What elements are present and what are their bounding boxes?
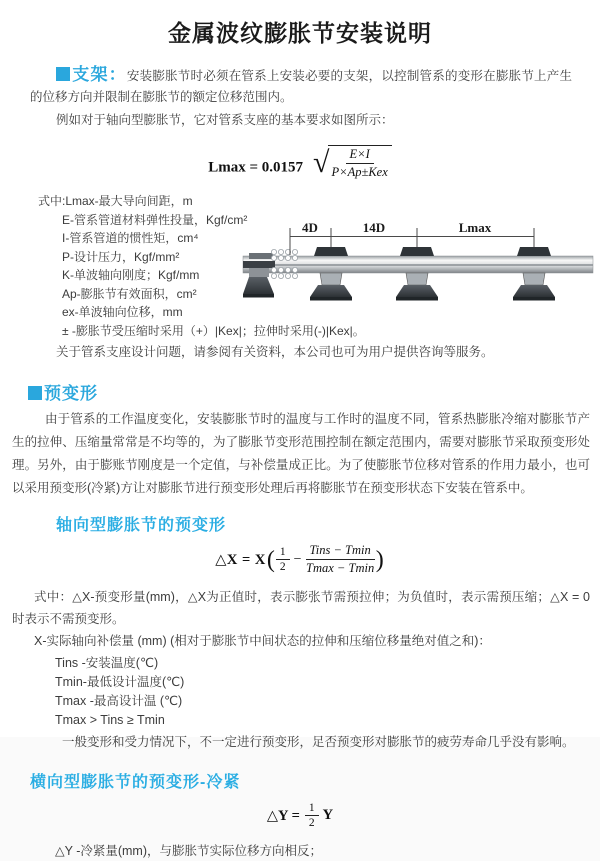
support-example-line: 例如对于轴向型膨胀节，它对管系支座的基本要求如图所示： [56, 113, 394, 127]
half-fraction [276, 546, 290, 573]
lateral-half-numerator: 1 [305, 802, 319, 816]
lateral-half-fraction [305, 802, 319, 829]
temp-fraction-denominator: Tmax − Tmin [306, 561, 375, 575]
radical [313, 145, 392, 180]
predeform-body: 由于管系的工作温度变化，安装膨胀节时的温度与工作时的温度不同，管系热膨胀冷缩对膨胀节产生的拉伸、压缩量常常是不均等的，为了膨胀节变形范围控制在额定范围内，需要对膨胀节采取预变形处理。另外，由于膨账节刚度是一个定值，与补偿量成正比。为了使膨胀节位移对管系的作用力最小，也可以采用预变形(冷紧)方让对膨胀节进行预变形处理后再将膨胀节在预变形状态下安装在管系中。 [12, 412, 590, 495]
definition-line: P-设计压力，Kgf/mm² [62, 249, 180, 264]
pipe-centerline [243, 264, 593, 266]
axial-formula-lhs: △X = X [215, 551, 266, 568]
temp-line: Tmin-最低设计温度(℃) [55, 675, 185, 689]
definition-line: ± -膨胀节受压缩时采用（+）|Kex|；拉伸时采用(-)|Kex|。 [62, 323, 365, 338]
support-section-heading: 支架： [72, 65, 127, 84]
axial-explain-1: 式中：△X-预变形量(mm)，△X为正值时，表示膨张节需预拉伸；为负值时，表示需预压缩；△X = 0时表示不需预变形。 [12, 590, 590, 626]
dimension-label-14d: 14D [362, 220, 386, 235]
half-numerator: 1 [276, 546, 290, 560]
axial-subheading: 轴向型膨胀节的预变形 [56, 517, 227, 534]
lmax-formula-lhs: Lmax = 0.0157 [208, 159, 304, 176]
page-title: 金属波纹膨胀节安装说明 [168, 20, 432, 46]
predeform-heading-text: 预变形 [44, 384, 98, 403]
axial-formula [0, 543, 600, 576]
lateral-formula [0, 802, 600, 829]
definition-line: K-单波轴向刚度；Kgf/mm [62, 268, 200, 282]
temp-fraction [306, 543, 375, 576]
minus-sign: − [293, 551, 302, 567]
right-paren: ) [375, 546, 384, 573]
lmax-fraction [332, 147, 388, 180]
half-denominator: 2 [279, 561, 286, 573]
support-note: 关于管系支座设计问题，请参阅有关资料，本公司也可为用户提供咨询等服务。 [56, 345, 494, 359]
predeform-section-heading [28, 379, 600, 404]
guide-support [310, 247, 352, 301]
definition-line: E-管系管道材料弹性投量，Kgf/cm² [62, 212, 248, 227]
axial-explain-2: X-实际轴向补偿量 (mm) (相对于膨胀节中间状态的拉伸和压缩位移量绝对值之和)： [34, 634, 491, 648]
temperature-definitions [55, 654, 600, 730]
radical-symbol: √ [313, 145, 330, 179]
dimension-label-lmax: Lmax [458, 220, 492, 235]
lateral-formula-rhs: Y [322, 807, 334, 823]
section-marker-icon [28, 386, 42, 400]
definition-line: Ap-膨胀节有效面积，cm² [62, 286, 197, 301]
lateral-formula-lhs: △Y = [266, 807, 300, 824]
guide-support [513, 247, 555, 301]
left-paren: ( [266, 546, 275, 573]
temp-line: Tmax > Tins ≥ Tmin [55, 713, 165, 727]
definitions-and-diagram [0, 192, 600, 340]
support-section [30, 64, 572, 131]
support-intro-paragraph [30, 64, 572, 108]
lmax-fraction-denominator: P×Ap±Kex [331, 165, 388, 179]
dimension-label-4d: 4D [302, 220, 318, 235]
lateral-subheading: 横向型膨胀节的预变形-冷紧 [30, 774, 241, 791]
radical-content [328, 145, 392, 180]
lmax-fraction-numerator: E×I [346, 147, 374, 164]
axial-note: 一般变形和受力情况下，不一定进行预变形，足否预变形对膨胀节的疲劳寿命几乎没有影响。 [62, 735, 575, 749]
lateral-note: △Y -冷紧量(mm)，与膨胀节实际位移方向相反； [55, 844, 323, 858]
support-intro-text: 安装膨胀节时必须在管系上安装必要的支架，以控制管系的变形在膨胀节上产生的位移方向并限制在膨胀节的额定位移范围内。 [30, 69, 572, 104]
definition-line: 式中:Lmax-最大导向间距，m [38, 194, 193, 208]
temp-line: Tins -安装温度(℃) [55, 656, 159, 670]
temp-fraction-numerator: Tins − Tmin [306, 543, 375, 560]
temp-line: Tmax -最高设计温 (℃) [55, 694, 183, 708]
pipe-support-diagram [243, 218, 595, 314]
definition-line: I-管系管道的惯性矩，cm⁴ [62, 231, 199, 245]
lateral-half-denominator: 2 [308, 817, 315, 829]
definition-line: ex-单波轴向位移，mm [62, 305, 183, 319]
section-marker-icon [56, 67, 70, 81]
guide-support [396, 247, 438, 301]
lmax-formula [0, 145, 600, 180]
